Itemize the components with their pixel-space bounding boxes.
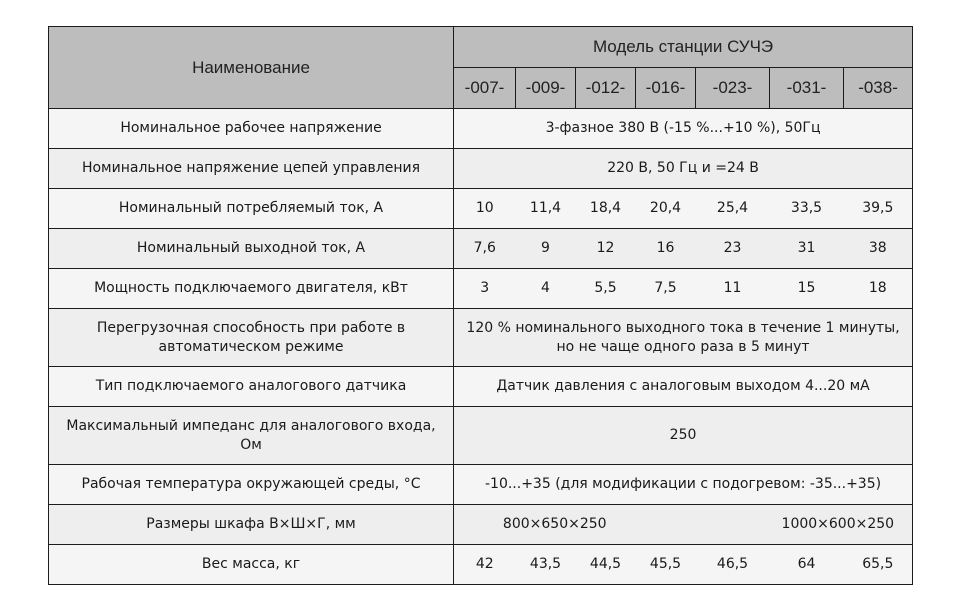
table-row [49, 367, 913, 407]
cell: 3 [454, 269, 516, 309]
row-value: 250 [454, 407, 913, 465]
row-name: Номинальное напряжение цепей управления [49, 149, 454, 189]
cell: 45,5 [636, 545, 696, 585]
cell: 12 [576, 229, 636, 269]
cell: 64 [770, 545, 844, 585]
cell: 7,5 [636, 269, 696, 309]
cell: 33,5 [770, 189, 844, 229]
row-name: Номинальный выходной ток, А [49, 229, 454, 269]
cell: 10 [454, 189, 516, 229]
row-value: -10...+35 (для модификации с подогревом: -35...+35) [454, 465, 913, 505]
table-row [49, 149, 913, 189]
row-value: 120 % номинального выходного тока в течение 1 минуты, но не чаще одного раза в 5 минут [454, 309, 913, 367]
row-name: Вес масса, кг [49, 545, 454, 585]
cell: 4 [516, 269, 576, 309]
model-code: -007- [454, 68, 516, 109]
header-model: Модель станции СУЧЭ [454, 27, 913, 68]
cell: 18 [844, 269, 913, 309]
model-code: -012- [576, 68, 636, 109]
row-name: Номинальное рабочее напряжение [49, 109, 454, 149]
cell: 16 [636, 229, 696, 269]
table-row [49, 505, 913, 545]
table-row [49, 189, 913, 229]
table-row [49, 269, 913, 309]
row-name: Рабочая температура окружающей среды, °С [49, 465, 454, 505]
table-row [49, 109, 913, 149]
cell: 20,4 [636, 189, 696, 229]
cell: 25,4 [696, 189, 770, 229]
model-code: -023- [696, 68, 770, 109]
row-name: Максимальный импеданс для аналогового входа, Ом [49, 407, 454, 465]
row-name: Перегрузочная способность при работе в автоматическом режиме [49, 309, 454, 367]
table-row [49, 407, 913, 465]
row-name: Номинальный потребляемый ток, А [49, 189, 454, 229]
row-value: 3-фазное 380 В (-15 %...+10 %), 50Гц [454, 109, 913, 149]
cell: 31 [770, 229, 844, 269]
cell: 46,5 [696, 545, 770, 585]
table-row [49, 545, 913, 585]
cell: 1000×600×250 [696, 505, 913, 545]
row-value: Датчик давления с аналоговым выходом 4...20 мА [454, 367, 913, 407]
model-code: -031- [770, 68, 844, 109]
row-name: Размеры шкафа В×Ш×Г, мм [49, 505, 454, 545]
row-value: 220 В, 50 Гц и =24 В [454, 149, 913, 189]
cell: 11,4 [516, 189, 576, 229]
cell: 43,5 [516, 545, 576, 585]
cell: 18,4 [576, 189, 636, 229]
table-row [49, 309, 913, 367]
model-code: -009- [516, 68, 576, 109]
row-name: Мощность подключаемого двигателя, кВт [49, 269, 454, 309]
table-row [49, 229, 913, 269]
cell: 800×650×250 [454, 505, 696, 545]
cell: 44,5 [576, 545, 636, 585]
header-name: Наименование [49, 27, 454, 109]
row-name: Тип подключаемого аналогового датчика [49, 367, 454, 407]
cell: 39,5 [844, 189, 913, 229]
model-code: -016- [636, 68, 696, 109]
cell: 11 [696, 269, 770, 309]
cell: 23 [696, 229, 770, 269]
cell: 15 [770, 269, 844, 309]
cell: 42 [454, 545, 516, 585]
table-row [49, 465, 913, 505]
specifications-table [48, 26, 913, 585]
cell: 7,6 [454, 229, 516, 269]
cell: 5,5 [576, 269, 636, 309]
model-code: -038- [844, 68, 913, 109]
cell: 9 [516, 229, 576, 269]
cell: 38 [844, 229, 913, 269]
cell: 65,5 [844, 545, 913, 585]
